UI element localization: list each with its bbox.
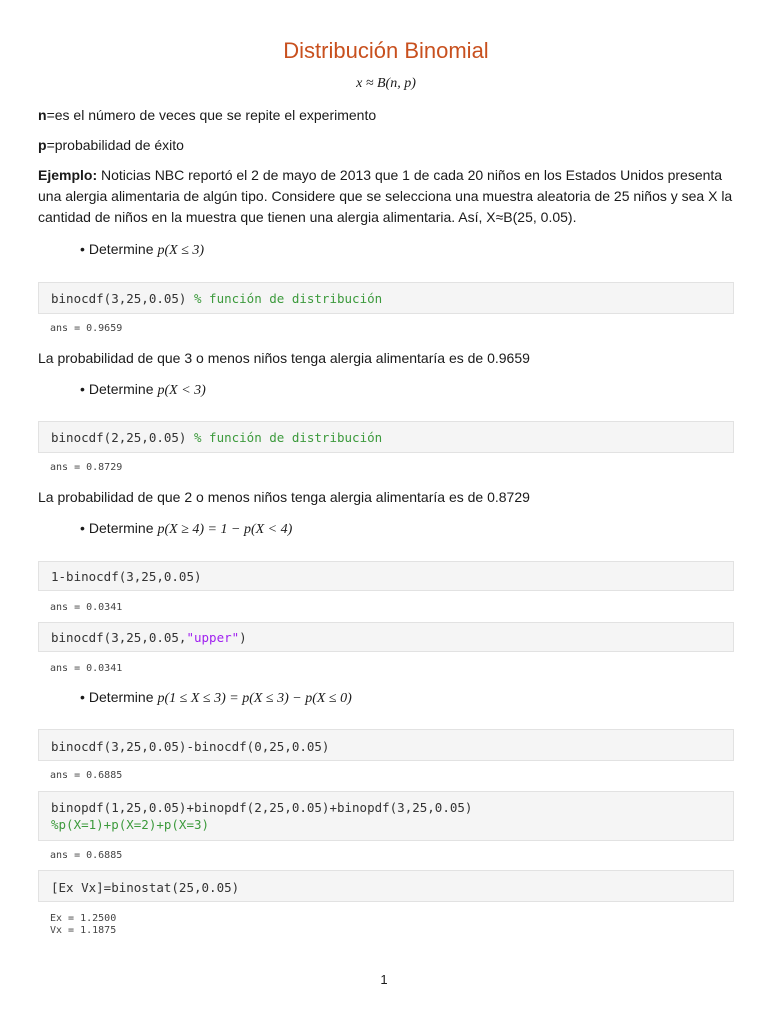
bullet-3: • Determine p(X ≥ 4) = 1 − p(X < 4) (80, 520, 293, 537)
code-1: binocdf(3,25,0.05) (51, 291, 194, 306)
output-5: ans = 0.6885 (50, 770, 123, 781)
code-6: binopdf(1,25,0.05)+binopdf(2,25,0.05)+binopdf(3,25,0.05) (51, 800, 473, 815)
code-cell-7[interactable] (38, 870, 734, 902)
bullet-1: • Determine p(X ≤ 3) (80, 241, 205, 258)
output-2: ans = 0.8729 (50, 462, 123, 473)
conclusion-1: La probabilidad de que 3 o menos niños tenga alergia alimentaría es de 0.9659 (38, 350, 530, 366)
code-4: binocdf(3,25,0.05, (51, 630, 187, 645)
code-5: binocdf(3,25,0.05)-binocdf(0,25,0.05) (51, 739, 330, 754)
bullet-2-label: Determine (88, 381, 154, 397)
bullet-4: • Determine p(1 ≤ X ≤ 3) = p(X ≤ 3) − p(X ≤ 0) (80, 689, 352, 706)
output-7-vx: Vx = 1.1875 (50, 925, 117, 936)
bullet-4-label: Determine (88, 689, 154, 705)
bullet-1-label: Determine (88, 241, 154, 257)
code-cell-6[interactable] (38, 791, 734, 841)
code-3: 1-binocdf(3,25,0.05) (51, 569, 202, 584)
definition-p-text: =probabilidad de éxito (46, 137, 184, 153)
example-paragraph (38, 165, 734, 228)
bullet-2-math: p(X < 3) (157, 383, 206, 398)
bullet-3-label: Determine (88, 520, 154, 536)
conclusion-2: La probabilidad de que 2 o menos niños tenga alergia alimentaría es de 0.8729 (38, 489, 530, 505)
definition-p-key: p (38, 137, 47, 153)
page-title: Distribución Binomial (283, 38, 489, 63)
code-4-string: "upper" (186, 630, 240, 645)
bullet-3-math: p(X ≥ 4) = 1 − p(X < 4) (157, 522, 293, 537)
code-2: binocdf(2,25,0.05) (51, 430, 194, 445)
code-2-comment: % función de distribución (194, 430, 383, 445)
code-6-comment: %p(X=1)+p(X=2)+p(X=3) (51, 817, 210, 832)
bullet-2: • Determine p(X < 3) (80, 381, 206, 398)
bullet-1-math: p(X ≤ 3) (157, 243, 205, 258)
output-4: ans = 0.0341 (50, 663, 123, 674)
definition-n (38, 105, 734, 126)
output-1: ans = 0.9659 (50, 323, 123, 334)
code-cell-3[interactable] (38, 561, 734, 591)
code-cell-2[interactable] (38, 421, 734, 453)
example-label: Ejemplo: (38, 167, 98, 183)
output-7-ex: Ex = 1.2500 (50, 913, 117, 924)
page-number: 1 (380, 972, 388, 987)
definition-p (38, 135, 734, 156)
bullet-4-math: p(1 ≤ X ≤ 3) = p(X ≤ 3) − p(X ≤ 0) (157, 691, 352, 706)
binomial-formula: x ≈ B(n, p) (356, 76, 416, 91)
code-cell-1[interactable] (38, 282, 734, 314)
code-cell-5[interactable] (38, 729, 734, 761)
example-text: Noticias NBC reportó el 2 de mayo de 2013 que 1 de cada 20 niños en los Estados Unidos presenta una alergia alimentaria de algún tipo. Considere que se selecciona una muestra aleatoria de 25 niños y sea X la cantidad de niños en la muestra que tienen una alergia alimentaria. Así, X≈B(25, 0.05). (38, 167, 733, 225)
code-4-end: ) (239, 630, 247, 645)
code-7: [Ex Vx]=binostat(25,0.05) (51, 880, 240, 895)
definition-n-text: =es el número de veces que se repite el experimento (46, 107, 377, 123)
output-3: ans = 0.0341 (50, 602, 123, 613)
code-cell-4[interactable] (38, 622, 734, 652)
code-1-comment: % función de distribución (194, 291, 383, 306)
output-6: ans = 0.6885 (50, 850, 123, 861)
definition-n-key: n (38, 107, 47, 123)
